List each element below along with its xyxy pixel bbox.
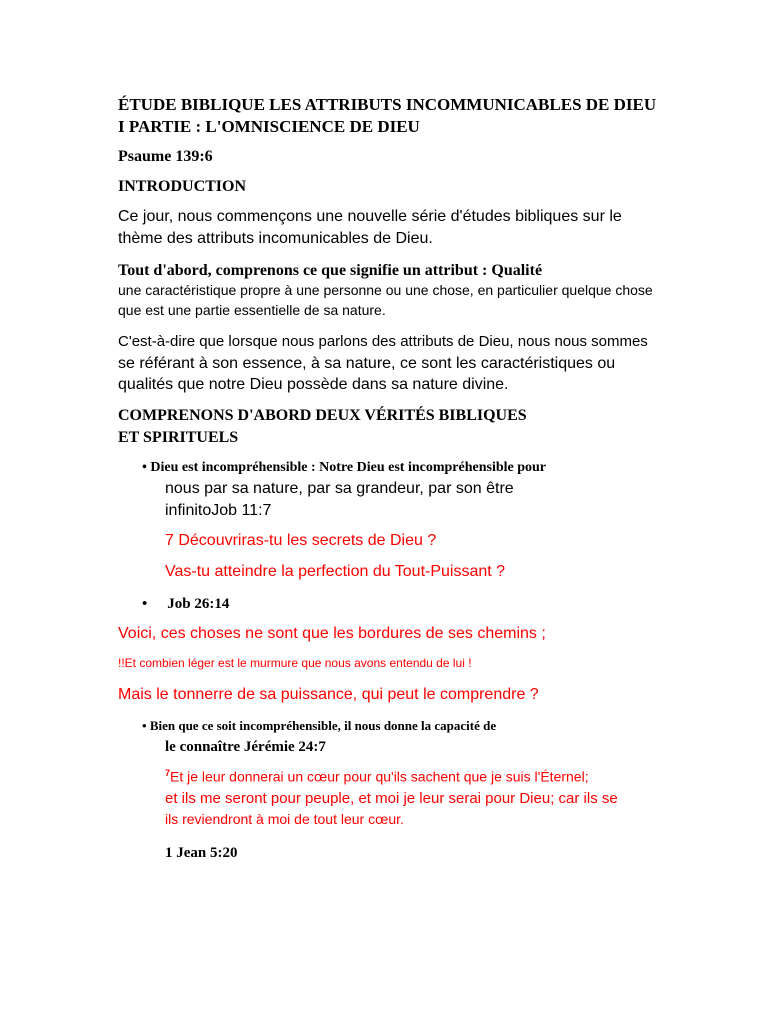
verse-job-26-line-1: Voici, ces choses ne sont que les bordures de ses chemins ; xyxy=(118,625,546,642)
verse-number: 7 xyxy=(165,768,171,778)
bullet-dot-icon: • xyxy=(142,460,151,475)
title-line-1: ÉTUDE BIBLIQUE LES ATTRIBUTS INCOMMUNICABLES DE DIEU xyxy=(118,95,657,114)
bullet-1-line-3: infinitoJob 11:7 xyxy=(165,502,272,519)
intro-line-2: thème des attributs incomunicables de Dieu. xyxy=(118,230,433,247)
essence-line-3: qualités que notre Dieu possède dans sa nature divine. xyxy=(118,376,509,393)
bullet-3-line-1: Bien que ce soit incompréhensible, il nous donne la capacité de xyxy=(149,718,497,733)
bullet-1-line-1: Dieu est incompréhensible : Notre Dieu est incompréhensible pour xyxy=(150,460,547,475)
title-line-2: I PARTIE : L'OMNISCIENCE DE DIEU xyxy=(118,117,420,136)
bullet-3-line-2: le connaître Jérémie 24:7 xyxy=(165,739,326,755)
truths-heading-line-2: ET SPIRITUELS xyxy=(118,429,239,446)
attribute-heading: Tout d'abord, comprenons ce que signifie un attribut : Qualité xyxy=(118,262,543,279)
bullet-dot-icon: • xyxy=(142,718,150,733)
bullet-1 xyxy=(142,460,546,476)
truths-heading-line-1: COMPRENONS D'ABORD DEUX VÉRITÉS BIBLIQUES xyxy=(118,407,527,424)
intro-line-1: Ce jour, nous commençons une nouvelle série d'études bibliques sur le xyxy=(118,208,622,225)
attribute-line-2: que est une partie essentielle de sa nature. xyxy=(118,302,386,318)
verse-jeremie-text-1: Et je leur donnerai un cœur pour qu'ils sachent que je suis l'Éternel; xyxy=(170,768,589,785)
essence-line-2: se référant à son essence, à sa nature, ce sont les caractéristiques ou xyxy=(118,355,616,372)
bullet-3 xyxy=(142,718,496,734)
verse-jeremie-line-2: et ils me seront pour peuple, et moi je leur serai pour Dieu; car ils se xyxy=(165,790,618,807)
verse-job-11-line-2: Vas-tu atteindre la perfection du Tout-Puissant ? xyxy=(165,563,506,580)
attribute-line-1: une caractéristique propre à une personne ou une chose, en particulier quelque chose xyxy=(118,282,653,298)
bullet-2-ref: Job 26:14 xyxy=(167,596,230,612)
scripture-reference: Psaume 139:6 xyxy=(118,148,213,165)
essence-line-1: C'est-à-dire que lorsque nous parlons des attributs de Dieu, nous nous sommes xyxy=(118,333,648,350)
verse-jeremie-line-3: ils reviendront à moi de tout leur cœur. xyxy=(165,811,404,827)
bullet-dot-icon: • xyxy=(142,596,148,612)
bullet-2 xyxy=(142,596,229,613)
bullet-1-line-2: nous par sa nature, par sa grandeur, par son être xyxy=(165,480,514,497)
verse-job-11-line-1: 7 Découvriras-tu les secrets de Dieu ? xyxy=(165,532,437,549)
verse-jeremie-line-1 xyxy=(165,768,589,785)
final-reference: 1 Jean 5:20 xyxy=(165,845,238,861)
intro-heading: INTRODUCTION xyxy=(118,178,247,195)
verse-job-26-line-2: !!Et combien léger est le murmure que nous avons entendu de lui ! xyxy=(118,656,472,670)
verse-job-26-line-3: Mais le tonnerre de sa puissance, qui peut le comprendre ? xyxy=(118,686,539,703)
